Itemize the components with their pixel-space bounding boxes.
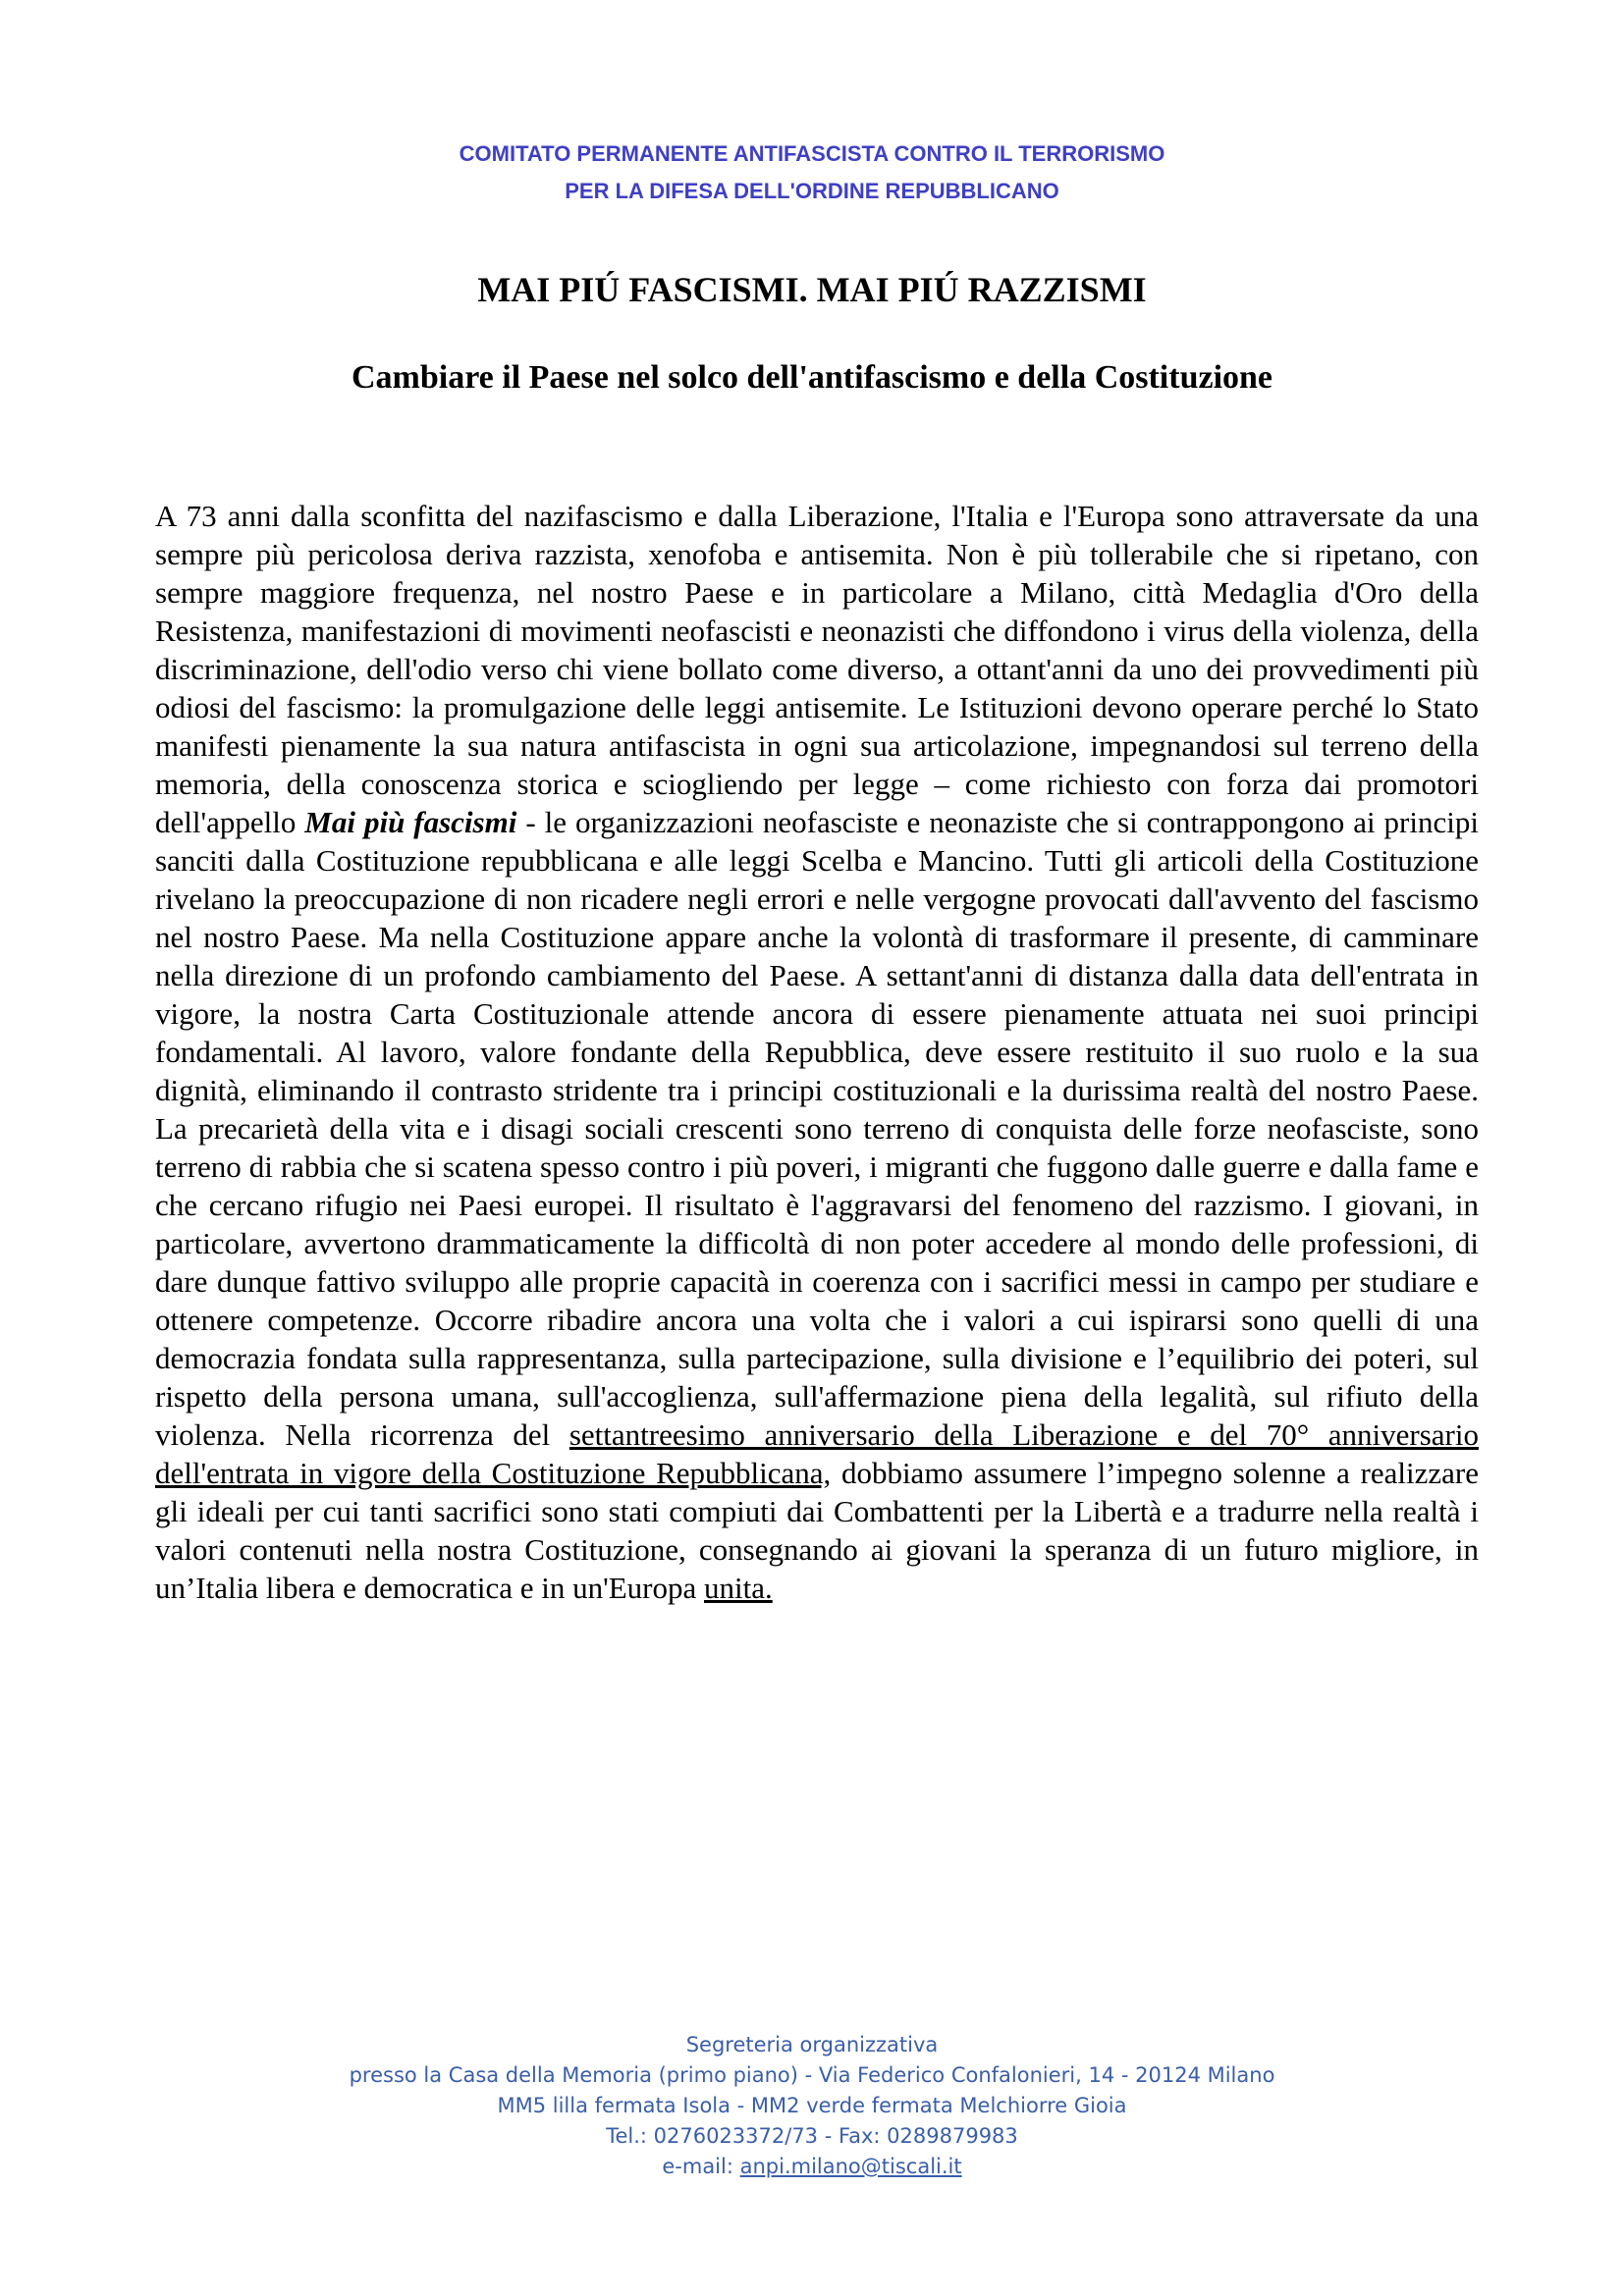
footer-secretariat: Segreteria organizzativa <box>685 2033 939 2056</box>
body-text-part3: dobbiamo assumere l’impegno solenne a realizzare gli ideali per cui tanti sacrifici sono stati compiuti dai Combattenti per la Libertà e a tradurre nella realtà i valori contenuti nella nostra Costituzione, consegnando ai giovani la speranza di un futuro migliore, in un’Italia libera e democratica e in un'Europa <box>155 1456 1479 1605</box>
organization-name-line2: PER LA DIFESA DELL'ORDINE REPUBBLICANO <box>565 179 1059 203</box>
organization-header <box>0 135 1624 210</box>
body-text-part1: A 73 anni dalla sconfitta del nazifascismo e dalla Liberazione, l'Italia e l'Europa sono attraversate da una sempre più pericolosa deriva razzista, xenofoba e antisemita. Non è più tollerabile che si ripetano, con sempre maggiore frequenza, nel nostro Paese e in particolare a Milano, città Medaglia d'Oro della Resistenza, manifestazioni di movimenti neofascisti e neonazisti che diffondono i virus della violenza, della discriminazione, dell'odio verso chi viene bollato come diverso, a ottant'anni da uno dei provvedimenti più odiosi del fascismo: la promulgazione delle leggi antisemite. Le Istituzioni devono operare perché lo Stato manifesti pienamente la sua natura antifascista in ogni sua articolazione, impegnandosi sul terreno della memoria, della conoscenza storica e sciogliendo per legge – come richiesto con forza dai promotori dell'appello <box>155 499 1479 839</box>
organization-name-line1: COMITATO PERMANENTE ANTIFASCISTA CONTRO IL TERRORISMO <box>459 141 1165 166</box>
anniversary-underlined-text: settantreesimo anniversario della Liberazione e del 70° anniversario dell'entrata in vigore della Costituzione Repubblicana, <box>155 1417 1479 1490</box>
unita-underlined-text: unita. <box>704 1571 773 1605</box>
body-paragraph <box>155 497 1479 1607</box>
footer-email-line <box>0 2152 1624 2182</box>
appeal-title-emphasis: Mai più fascismi <box>304 805 517 839</box>
document-subtitle: Cambiare il Paese nel solco dell'antifascismo e della Costituzione <box>351 359 1273 396</box>
body-text-part2: - le organizzazioni neofasciste e neonaziste che si contrappongono ai principi sanciti dalla Costituzione repubblicana e alle leggi Scelba e Mancino. Tutti gli articoli della Costituzione rivelano la preoccupazione di non ricadere negli errori e nelle vergogne provocati dall'avvento del fascismo nel nostro Paese. Ma nella Costituzione appare anche la volontà di trasformare il presente, di camminare nella direzione di un profondo cambiamento del Paese. A settant'anni di distanza dalla data dell'entrata in vigore, la nostra Carta Costituzionale attende ancora di essere pienamente attuata nei suoi principi fondamentali. Al lavoro, valore fondante della Repubblica, deve essere restituito il suo ruolo e la sua dignità, eliminando il contrasto stridente tra i principi costituzionali e la durissima realtà del nostro Paese. La precarietà della vita e i disagi sociali crescenti sono terreno di conquista delle forze neofasciste, sono terreno di rabbia che si scatena spesso contro i più poveri, i migranti che fuggono dalle guerre e dalla fame e che cercano rifugio nei Paesi europei. Il risultato è l'aggravarsi del fenomeno del razzismo. I giovani, in particolare, avvertono drammaticamente la difficoltà di non poter accedere al mondo delle professioni, di dare dunque fattivo sviluppo alle proprie capacità in coerenza con i sacrifici messi in campo per studiare e ottenere competenze. Occorre ribadire ancora una volta che i valori a cui ispirarsi sono quelli di una democrazia fondata sulla rappresentanza, sulla partecipazione, sulla divisione e l’equilibrio dei poteri, sul rispetto della persona umana, sull'accoglienza, sull'affermazione piena della legalità, sul rifiuto della violenza. Nella ricorrenza del <box>155 805 1479 1452</box>
footer-phone: Tel.: 0276023372/73 - Fax: 0289879983 <box>606 2124 1018 2148</box>
footer-email-label: e-mail: <box>662 2155 740 2178</box>
footer-metro: MM5 lilla fermata Isola - MM2 verde fermata Melchiorre Gioia <box>497 2094 1127 2117</box>
document-title: MAI PIÚ FASCISMI. MAI PIÚ RAZZISMI <box>477 270 1147 309</box>
footer-contact <box>0 2030 1624 2182</box>
footer-address: presso la Casa della Memoria (primo piano) - Via Federico Confalonieri, 14 - 20124 Milano <box>349 2063 1275 2087</box>
email-link[interactable]: anpi.milano@tiscali.it <box>739 2155 962 2178</box>
